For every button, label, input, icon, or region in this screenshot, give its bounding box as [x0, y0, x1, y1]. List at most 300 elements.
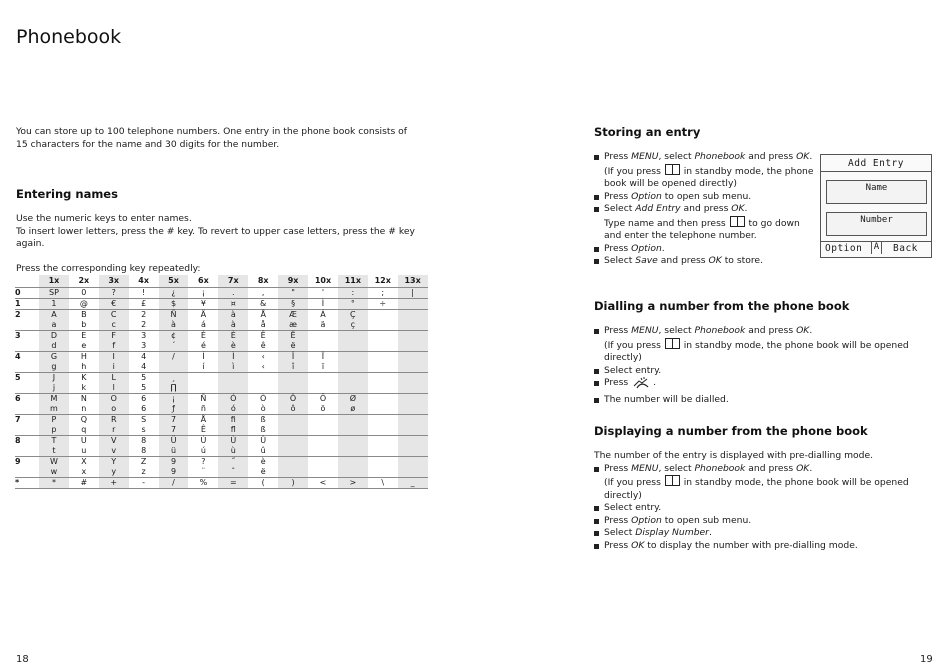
table-row-key: 8: [15, 435, 39, 446]
table-row: [15, 330, 428, 341]
table-row: [15, 456, 428, 467]
table-header: 9x: [278, 275, 308, 287]
table-header: 2x: [78, 276, 90, 285]
table-cell: [308, 435, 338, 446]
table-cell: [368, 341, 398, 351]
table-cell: /: [159, 351, 189, 362]
table-cell: n: [81, 404, 87, 413]
table-cell: ó: [218, 404, 248, 414]
table-row-key: [15, 425, 39, 435]
table-cell: ¢: [159, 330, 189, 341]
table-cell: Å: [188, 414, 218, 425]
table-cell: [398, 298, 428, 309]
storing-heading: Storing an entry: [594, 125, 701, 139]
table-row: [15, 467, 428, 477]
phonebook-key-icon: [730, 216, 745, 227]
table-row-key: [15, 362, 39, 372]
list-item: The number will be dialled.: [594, 394, 934, 407]
table-cell: [308, 383, 338, 393]
table-cell: 1: [39, 298, 69, 309]
entering-line-2: To insert lower letters, press the # key. To revert to upper case letters, press the # key again.: [16, 225, 415, 249]
table-cell: [278, 446, 308, 456]
table-cell: H: [69, 351, 99, 362]
table-cell: g: [39, 362, 69, 372]
table-cell: [308, 456, 338, 467]
table-cell: #: [69, 477, 99, 489]
table-cell: Î: [278, 351, 308, 362]
table-cell: [278, 414, 308, 425]
table-cell: ¸: [159, 372, 189, 383]
table-cell: í: [202, 362, 205, 371]
ui-term: MENU: [631, 325, 659, 336]
display-input-mode: A: [871, 242, 882, 254]
table-cell: ï: [321, 362, 325, 371]
table-cell: [308, 425, 338, 435]
table-cell: ¡: [188, 287, 218, 298]
table-cell: 4: [141, 362, 147, 371]
table-cell: [218, 372, 248, 383]
display-softkey-back: Back: [893, 243, 918, 254]
table-cell: [188, 383, 218, 393]
table-row: [15, 383, 428, 393]
table-row-key: [15, 383, 39, 393]
phonebook-key-icon: [665, 164, 680, 175]
table-cell: Æ: [278, 309, 308, 320]
ui-term: Phonebook: [694, 151, 746, 162]
table-cell: ß: [260, 425, 266, 434]
table-cell: ": [278, 287, 308, 298]
table-cell: Ê: [248, 330, 278, 341]
table-cell: [278, 456, 308, 467]
table-header: 10x: [314, 276, 332, 285]
table-cell: /: [159, 477, 189, 489]
table-cell: Ó: [218, 393, 248, 404]
table-cell: [368, 309, 398, 320]
table-cell: [398, 393, 428, 404]
table-cell: Ñ: [159, 309, 189, 320]
table-row-key: 5: [15, 372, 39, 383]
list-item: Press Option to open sub menu.: [594, 515, 934, 528]
table-cell: Ñ: [188, 393, 218, 404]
page-title: Phonebook: [16, 26, 122, 48]
table-cell: ?: [188, 456, 218, 467]
table-cell: [248, 372, 278, 383]
table-cell: ¨: [201, 467, 206, 476]
table-row-key: [15, 320, 39, 330]
table-row: [15, 287, 428, 298]
table-cell: N: [69, 393, 99, 404]
table-cell: [368, 414, 398, 425]
table-cell: p: [39, 425, 69, 435]
table-cell: á: [200, 320, 206, 329]
table-cell: h: [81, 362, 87, 371]
table-cell: ˝: [218, 456, 248, 467]
table-cell: ∏: [159, 383, 189, 393]
table-row-key: *: [15, 477, 39, 489]
table-cell: [368, 404, 398, 414]
table-cell: t: [39, 446, 69, 456]
table-cell: [398, 414, 428, 425]
table-cell: T: [39, 435, 69, 446]
table-cell: 2: [141, 320, 147, 329]
list-item: Select Save and press OK to store.: [594, 255, 814, 268]
table-cell: b: [81, 320, 87, 329]
entering-names-text: [16, 213, 436, 275]
display-softkey-option: Option: [825, 243, 863, 254]
displaying-heading: Displaying a number from the phone book: [594, 424, 868, 438]
table-cell: q: [81, 425, 87, 434]
table-cell: [308, 446, 338, 456]
ui-term: OK: [796, 325, 810, 336]
phonebook-key-icon: [665, 338, 680, 349]
table-row: [15, 362, 428, 372]
table-cell: 4: [129, 351, 159, 362]
table-cell: Ì: [308, 298, 338, 309]
table-row-key: [15, 341, 39, 351]
dialling-heading: Dialling a number from the phone book: [594, 299, 850, 313]
table-cell: 7: [159, 425, 189, 435]
table-cell: [308, 372, 338, 383]
table-cell: ´: [159, 341, 189, 351]
table-row-key: 9: [15, 456, 39, 467]
table-cell: Ç: [338, 309, 368, 320]
table-cell: a: [39, 320, 69, 330]
table-row: [15, 446, 428, 456]
table-cell: [308, 341, 338, 351]
table-header: 13x: [398, 275, 428, 287]
table-cell: [368, 446, 398, 456]
table-cell: [398, 351, 428, 362]
table-row: [15, 435, 428, 446]
table-cell: &: [248, 298, 278, 309]
table-cell: !: [129, 287, 159, 298]
table-cell: [398, 456, 428, 467]
table-cell: *: [39, 477, 69, 489]
table-cell: [398, 425, 428, 435]
table-row: [15, 393, 428, 404]
table-cell: @: [69, 298, 99, 309]
table-cell: [368, 362, 398, 372]
table-cell: E: [69, 330, 99, 341]
table-cell: [338, 435, 368, 446]
table-cell: <: [308, 477, 338, 489]
table-cell: [338, 372, 368, 383]
table-cell: [368, 467, 398, 477]
table-row: [15, 298, 428, 309]
table-cell: ù: [218, 446, 248, 456]
phone-display: [820, 154, 932, 258]
table-cell: Ì: [218, 351, 248, 362]
table-row-key: 6: [15, 393, 39, 404]
table-cell: ?: [99, 287, 129, 298]
table-cell: ë: [278, 341, 308, 351]
display-number-field: Number: [826, 212, 927, 236]
table-cell: 8: [141, 446, 147, 455]
table-cell: [338, 425, 368, 435]
table-cell: [368, 320, 398, 330]
table-cell: [159, 362, 189, 372]
table-cell: 5: [129, 372, 159, 383]
table-cell: [368, 351, 398, 362]
list-item: Press MENU, select Phonebook and press OK.: [594, 325, 934, 338]
table-cell: 3: [129, 330, 159, 341]
entering-line-3: Press the corresponding key repeatedly:: [16, 262, 201, 274]
table-cell: [398, 404, 428, 414]
table-cell: ú: [200, 446, 206, 455]
dialling-steps: [594, 325, 934, 406]
table-cell: Ú: [188, 435, 218, 446]
table-cell: ;: [368, 287, 398, 298]
table-cell: ö: [320, 404, 326, 413]
table-cell: [368, 435, 398, 446]
table-cell: ': [308, 287, 338, 298]
table-cell: [338, 414, 368, 425]
table-cell: Ù: [218, 435, 248, 446]
ui-term: MENU: [631, 462, 659, 474]
display-divider: [821, 171, 931, 172]
ui-term: OK: [708, 255, 722, 266]
table-cell: [338, 456, 368, 467]
character-table: [15, 275, 428, 489]
table-cell: C: [99, 309, 129, 320]
ui-term: Option: [631, 242, 662, 254]
table-row-key: 0: [15, 287, 39, 298]
table-cell: €: [99, 298, 129, 309]
table-cell: Í: [188, 351, 218, 362]
table-cell: [398, 435, 428, 446]
table-cell: r: [99, 425, 129, 435]
ui-term: OK: [796, 151, 810, 162]
table-header: 4x: [138, 276, 149, 285]
table-cell: [398, 320, 428, 330]
table-cell: 2: [129, 309, 159, 320]
table-row: [15, 425, 428, 435]
table-header: 6x: [198, 276, 209, 285]
table-cell: F: [99, 330, 129, 341]
table-cell: [248, 383, 278, 393]
table-cell: Ä: [188, 309, 218, 320]
page-number-right: 19: [920, 654, 933, 665]
page-number-left: 18: [16, 654, 29, 665]
table-cell: =: [218, 477, 248, 489]
table-cell: ô: [278, 404, 308, 414]
table-cell: fl: [218, 425, 248, 435]
table-cell: [368, 393, 398, 404]
table-cell: é: [200, 341, 206, 350]
list-item: Press MENU, select Phonebook and press OK.: [594, 463, 934, 476]
table-cell: î: [278, 362, 308, 372]
ui-term: Save: [635, 255, 658, 266]
table-cell: ¡: [159, 393, 189, 404]
table-row: [15, 404, 428, 414]
table-cell: û: [260, 446, 266, 455]
table-cell: ¤: [218, 298, 248, 309]
table-cell: Å: [248, 309, 278, 320]
table-cell: Ê: [200, 425, 206, 434]
table-cell: [338, 467, 368, 477]
table-cell: 5: [141, 383, 147, 392]
table-cell: 9: [159, 456, 189, 467]
table-cell: Y: [99, 456, 129, 467]
table-cell: ò: [260, 404, 266, 413]
table-cell: à: [159, 320, 189, 330]
table-cell: ê: [260, 341, 266, 350]
table-row-key: [15, 467, 39, 477]
table-cell: æ: [278, 320, 308, 330]
list-item: Type name and then press to go down: [604, 217, 800, 229]
table-cell: -: [129, 477, 159, 489]
table-cell: [368, 383, 398, 393]
table-cell: v: [99, 446, 129, 456]
table-header: 1x: [39, 275, 69, 287]
table-cell: Á: [308, 309, 338, 320]
table-cell: 9: [159, 467, 189, 477]
table-cell: [308, 414, 338, 425]
table-cell: SP: [39, 287, 69, 298]
table-cell: K: [69, 372, 99, 383]
table-cell: [368, 330, 398, 341]
table-cell: |: [398, 287, 428, 298]
table-corner: [15, 275, 39, 287]
table-cell: ˆ: [218, 467, 248, 477]
table-row-key: 3: [15, 330, 39, 341]
table-cell: [398, 330, 428, 341]
table-cell: X: [69, 456, 99, 467]
table-cell: [278, 383, 308, 393]
list-item: Select entry.: [594, 365, 934, 378]
table-cell: ): [278, 477, 308, 489]
phonebook-key-icon: [665, 475, 680, 486]
list-item: (If you press in standby mode, the phone: [604, 165, 814, 177]
table-cell: y: [99, 467, 129, 477]
table-header: 8x: [257, 276, 269, 285]
table-cell: [188, 372, 218, 383]
table-cell: [368, 425, 398, 435]
table-cell: å: [260, 320, 266, 329]
table-row: [15, 414, 428, 425]
table-cell: .: [218, 287, 248, 298]
table-row-key: 1: [15, 298, 39, 309]
table-cell: ‹: [261, 362, 265, 371]
table-cell: [368, 456, 398, 467]
ui-term: Display Number: [635, 527, 709, 538]
table-cell: Ø: [338, 393, 368, 404]
table-cell: [338, 351, 368, 362]
table-cell: S: [129, 414, 159, 425]
table-cell: k: [81, 383, 87, 392]
table-header: 3x: [99, 275, 129, 287]
table-cell: 8: [129, 435, 159, 446]
list-item: Select entry.: [594, 502, 934, 515]
table-cell: u: [81, 446, 87, 455]
ui-term: Phonebook: [694, 462, 746, 474]
table-cell: [338, 362, 368, 372]
table-cell: [278, 372, 308, 383]
table-row: [15, 351, 428, 362]
table-cell: o: [99, 404, 129, 414]
ui-term: OK: [796, 462, 810, 474]
table-cell: L: [99, 372, 129, 383]
list-item: Press Option to open sub menu.: [594, 191, 814, 204]
table-cell: j: [39, 383, 69, 393]
storing-steps: [594, 151, 814, 268]
table-cell: ë: [260, 467, 266, 476]
list-item: (If you press in standby mode, the phone book will be opened directly): [604, 477, 909, 501]
table-cell: 0: [69, 287, 99, 298]
ui-term: MENU: [631, 151, 659, 162]
table-cell: G: [39, 351, 69, 362]
table-cell: U: [69, 435, 99, 446]
table-header: 5x: [159, 275, 189, 287]
table-cell: [338, 330, 368, 341]
table-cell: Ò: [248, 393, 278, 404]
table-cell: ß: [248, 414, 278, 425]
table-cell: J: [39, 372, 69, 383]
display-title: Add Entry: [848, 158, 904, 169]
send-key-icon: [632, 377, 652, 394]
table-cell: ƒ: [159, 404, 189, 414]
table-cell: à: [218, 320, 248, 330]
entering-names-heading: Entering names: [16, 187, 118, 201]
table-cell: [308, 467, 338, 477]
table-cell: §: [278, 298, 308, 309]
entering-line-1: Use the numeric keys to enter names.: [16, 213, 192, 224]
table-cell: ä: [320, 320, 326, 329]
list-item: Press .: [594, 377, 934, 394]
table-row: [15, 477, 428, 489]
table-cell: [398, 383, 428, 393]
table-cell: £: [129, 298, 159, 309]
table-cell: Ü: [159, 435, 189, 446]
table-cell: V: [99, 435, 129, 446]
table-cell: 3: [141, 341, 147, 350]
list-item: Press MENU, select Phonebook and press OK.: [594, 151, 814, 164]
table-cell: ¥: [188, 298, 218, 309]
ui-term: OK: [631, 539, 645, 551]
table-row: [15, 320, 428, 330]
table-header: 11x: [338, 275, 368, 287]
table-cell: P: [39, 414, 69, 425]
table-row-key: [15, 446, 39, 456]
table-cell: D: [39, 330, 69, 341]
list-item: Select Display Number.: [594, 527, 934, 540]
list-item: Select Add Entry and press OK.: [594, 203, 814, 216]
table-cell: ø: [338, 404, 368, 414]
table-row: [15, 341, 428, 351]
table-cell: R: [99, 414, 129, 425]
table-cell: [338, 341, 368, 351]
table-cell: à: [218, 309, 248, 320]
table-cell: Z: [129, 456, 159, 467]
table-cell: c: [99, 320, 129, 330]
table-cell: s: [141, 425, 146, 434]
table-cell: [398, 309, 428, 320]
intro-text: You can store up to 100 telephone numbers. One entry in the phone book consists of 15 characters for the name and 30 digits for the number.: [16, 126, 408, 150]
displaying-steps: [594, 463, 934, 553]
table-cell: (: [248, 477, 278, 489]
table-cell: +: [99, 477, 129, 489]
table-cell: A: [39, 309, 69, 320]
table-cell: 6: [141, 404, 147, 413]
table-cell: M: [39, 393, 69, 404]
display-name-field: Name: [826, 180, 927, 204]
ui-term: Add Entry: [635, 203, 681, 214]
table-cell: Û: [248, 435, 278, 446]
table-header: 7x: [218, 275, 248, 287]
table-cell: d: [39, 341, 69, 351]
table-cell: [398, 446, 428, 456]
table-cell: ì: [218, 362, 248, 372]
